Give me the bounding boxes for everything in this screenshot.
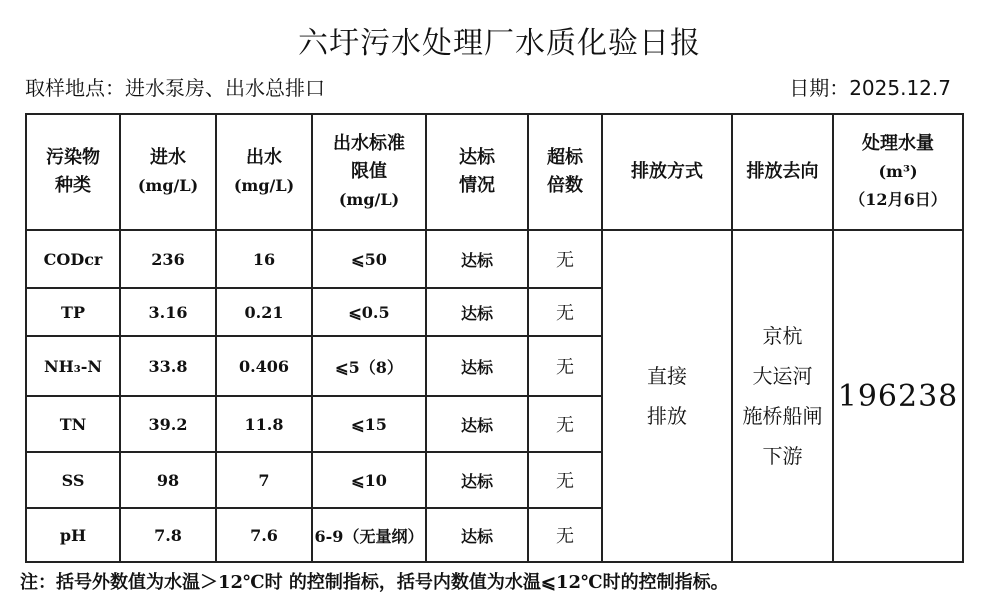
header-inflow [120,114,216,230]
pollutant-cell: pH [26,508,120,562]
exceed-cell: 无 [528,230,602,288]
sample-location: 取样地点：进水泵房、出水总排口 [25,76,325,100]
report-title: 六圩污水处理厂水质化验日报 [298,26,701,61]
status-cell: 达标 [426,336,528,396]
header-exceed-line1: 超标 [547,147,583,168]
header-volume-date: （12月6日） [849,190,947,209]
status-cell: 达标 [426,452,528,508]
limit-cell: ⩽0.5 [312,288,426,336]
pollutant-cell: CODcr [26,230,120,288]
header-inflow-line1: 进水 [150,147,186,168]
exceed-cell: 无 [528,336,602,396]
outflow-cell: 7 [216,452,312,508]
discharge-method-line1: 直接 [647,364,687,388]
discharge-dest-line3: 施桥船闸 [742,404,823,428]
inflow-cell: 236 [120,230,216,288]
status-cell: 达标 [426,396,528,452]
outflow-cell: 16 [216,230,312,288]
limit-cell: 6-9（无量纲） [312,508,426,562]
volume-value: 196238 [833,230,963,562]
header-row [26,114,963,230]
limit-cell: ⩽10 [312,452,426,508]
pollutant-cell: TP [26,288,120,336]
limit-cell: ⩽5（8） [312,336,426,396]
discharge-dest-line4: 下游 [762,444,803,468]
pollutant-cell: TN [26,396,120,452]
outflow-cell: 0.21 [216,288,312,336]
header-status [426,114,528,230]
discharge-dest-cell [732,230,833,562]
header-status-line1: 达标 [459,147,495,168]
inflow-cell: 98 [120,452,216,508]
limit-cell: ⩽15 [312,396,426,452]
header-status-line2: 情况 [459,175,495,196]
exceed-cell: 无 [528,452,602,508]
discharge-method-line2: 排放 [647,404,687,428]
discharge-dest-line1: 京杭 [762,324,803,348]
inflow-cell: 7.8 [120,508,216,562]
header-inflow-unit: (mg/L) [137,176,199,195]
header-limit-unit: (mg/L) [338,190,400,209]
header-outflow-unit: (mg/L) [233,176,295,195]
header-volume [833,114,963,230]
header-outflow [216,114,312,230]
limit-cell: ⩽50 [312,230,426,288]
header-limit-line2: 限值 [351,161,387,182]
header-exceed [528,114,602,230]
header-pollutant-line2: 种类 [55,175,91,196]
pollutant-cell: SS [26,452,120,508]
outflow-cell: 11.8 [216,396,312,452]
header-volume-line1: 处理水量 [862,133,934,154]
discharge-dest-line2: 大运河 [752,364,813,388]
status-cell: 达标 [426,508,528,562]
header-outflow-line1: 出水 [246,147,282,168]
header-volume-unit: (m³) [878,162,918,181]
header-discharge-dest: 排放去向 [732,114,833,230]
header-exceed-line2: 倍数 [547,175,583,196]
exceed-cell: 无 [528,508,602,562]
header-discharge-method: 排放方式 [602,114,732,230]
table-row [26,230,963,288]
header-limit-line1: 出水标准 [333,133,405,154]
water-quality-table [25,113,964,563]
report-date: 日期：2025.12.7 [789,76,951,100]
status-cell: 达标 [426,288,528,336]
inflow-cell: 3.16 [120,288,216,336]
header-pollutant-line1: 污染物 [46,147,100,168]
outflow-cell: 0.406 [216,336,312,396]
discharge-method-cell [602,230,732,562]
footnote: 注：括号外数值为水温＞12℃时 的控制指标，括号内数值为水温⩽12℃时的控制指标。 [20,572,729,593]
header-pollutant [26,114,120,230]
outflow-cell: 7.6 [216,508,312,562]
inflow-cell: 33.8 [120,336,216,396]
pollutant-cell: NH₃-N [26,336,120,396]
exceed-cell: 无 [528,396,602,452]
status-cell: 达标 [426,230,528,288]
inflow-cell: 39.2 [120,396,216,452]
header-limit [312,114,426,230]
exceed-cell: 无 [528,288,602,336]
